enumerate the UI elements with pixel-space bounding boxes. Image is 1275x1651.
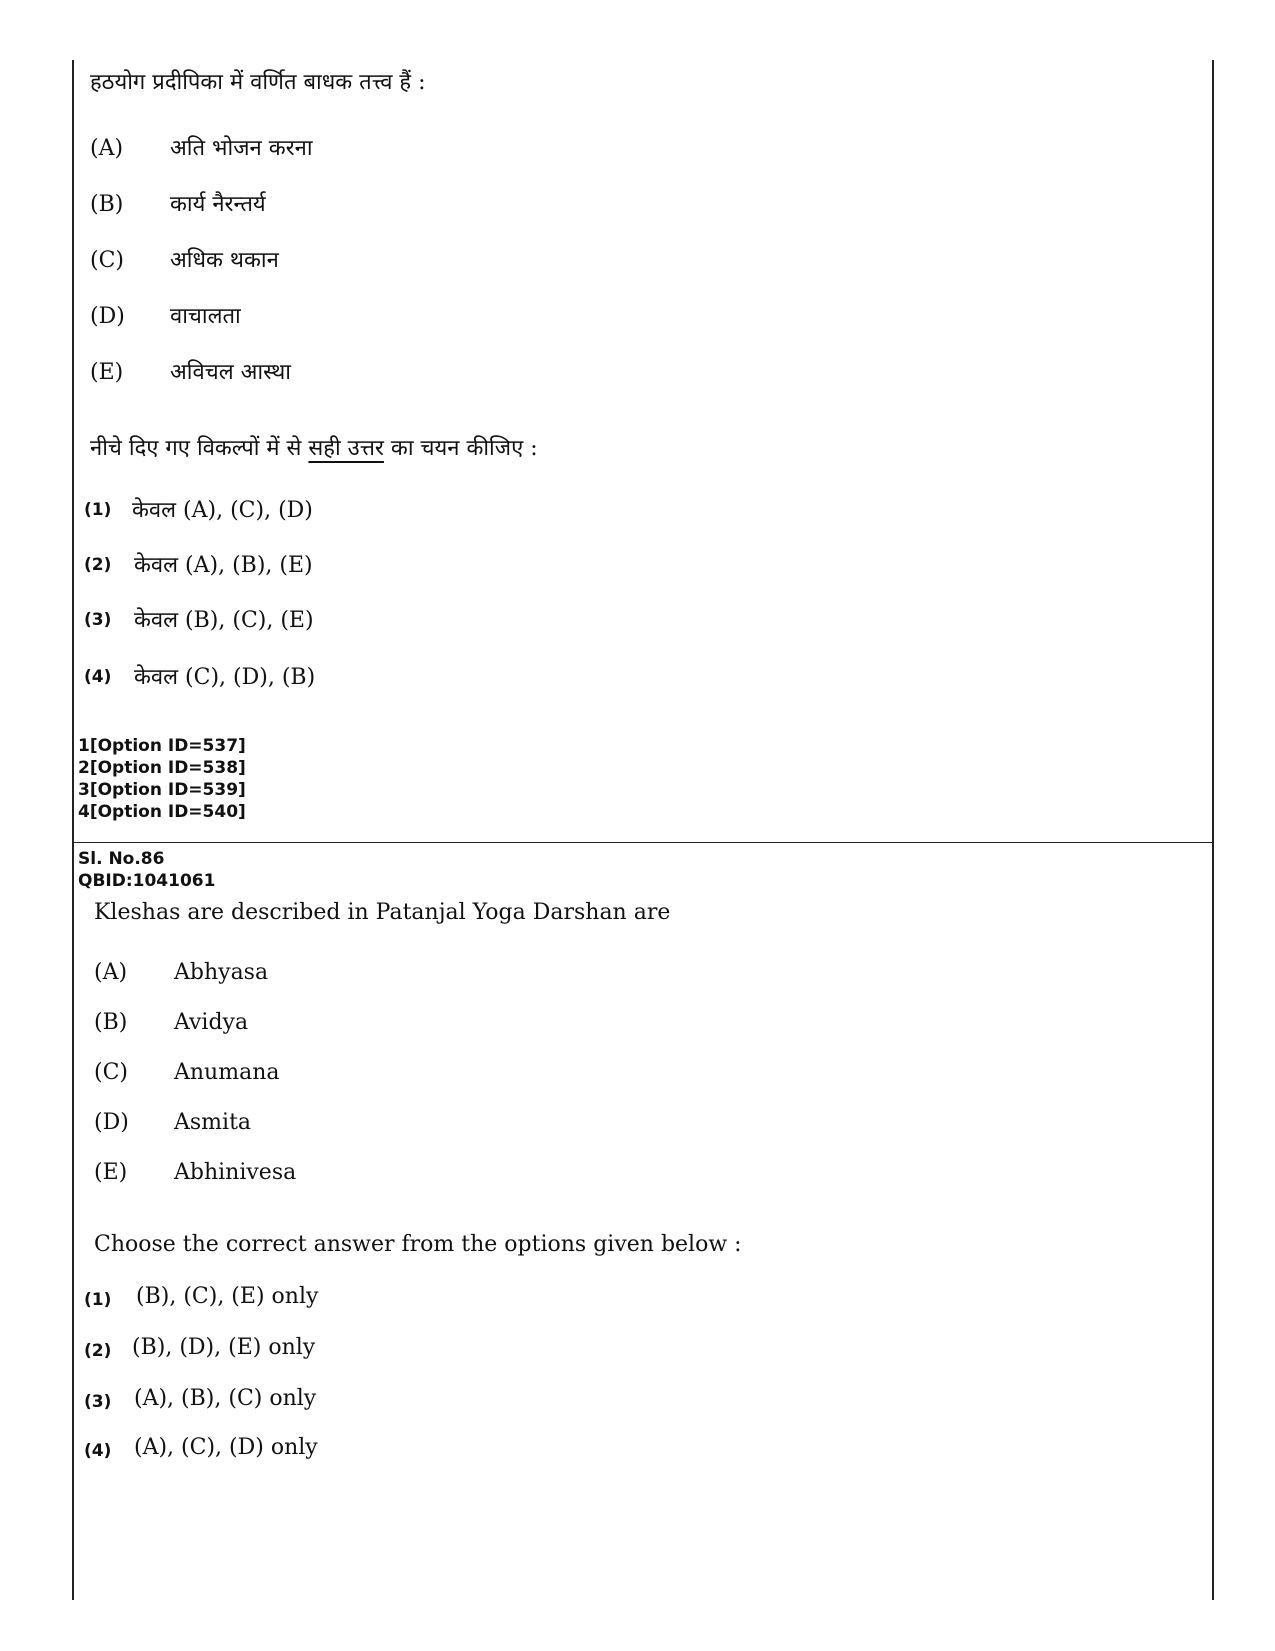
statement-b-label: (B) <box>90 192 124 217</box>
option-85-3-number: (3) <box>84 610 112 630</box>
statement-e-label: (E) <box>90 360 124 385</box>
statement-c-text: अधिक थकान <box>170 248 279 273</box>
instruction-86: Choose the correct answer from the options given below : <box>94 1232 742 1257</box>
question-85-text: हठयोग प्रदीपिका में वर्णित बाधक तत्त्व हैं : <box>90 70 426 95</box>
option-86-3-text: (A), (B), (C) only <box>134 1386 317 1411</box>
question-divider <box>72 842 1212 843</box>
statement-86-a-label: (A) <box>94 960 128 985</box>
option-86-3-number: (3) <box>84 1392 112 1412</box>
question-86-text: Kleshas are described in Patanjal Yoga Darshan are <box>94 900 671 925</box>
option-85-1-text: केवल (A), (C), (D) <box>132 498 313 523</box>
option-85-4-text: केवल (C), (D), (B) <box>134 665 316 690</box>
option-id-4: 4[Option ID=540] <box>78 802 246 822</box>
statement-86-d-text: Asmita <box>174 1110 252 1135</box>
statement-86-c-text: Anumana <box>174 1060 280 1085</box>
option-id-2: 2[Option ID=538] <box>78 758 246 778</box>
option-86-2-number: (2) <box>84 1341 112 1361</box>
statement-a-label: (A) <box>90 136 124 161</box>
option-85-2-number: (2) <box>84 555 112 575</box>
statement-86-c-label: (C) <box>94 1060 128 1085</box>
statement-86-b-text: Avidya <box>174 1010 249 1035</box>
option-id-3: 3[Option ID=539] <box>78 780 246 800</box>
statement-c-label: (C) <box>90 248 124 273</box>
statement-d-label: (D) <box>90 304 125 329</box>
option-86-1-number: (1) <box>84 1290 112 1310</box>
option-id-1: 1[Option ID=537] <box>78 736 246 756</box>
option-86-4-number: (4) <box>84 1441 112 1461</box>
instruction-85-post: का चयन कीजिए : <box>383 436 538 461</box>
statement-a-text: अति भोजन करना <box>170 136 313 161</box>
statement-86-e-label: (E) <box>94 1160 128 1185</box>
option-85-4-number: (4) <box>84 667 112 687</box>
qbid: QBID:1041061 <box>78 871 216 891</box>
instruction-85 <box>90 432 538 462</box>
statement-86-e-text: Abhinivesa <box>174 1160 297 1185</box>
option-86-4-text: (A), (C), (D) only <box>134 1435 318 1460</box>
option-85-1-number: (1) <box>84 500 112 520</box>
page-frame <box>72 60 1214 1600</box>
option-86-2-text: (B), (D), (E) only <box>132 1335 316 1360</box>
option-85-2-text: केवल (A), (B), (E) <box>134 553 313 578</box>
instruction-85-underlined: सही उत्तर <box>308 436 384 461</box>
statement-b-text: कार्य नैरन्तर्य <box>170 192 266 217</box>
option-85-3-text: केवल (B), (C), (E) <box>134 608 314 633</box>
instruction-85-pre: नीचे दिए गए विकल्पों में से <box>90 436 309 461</box>
statement-e-text: अविचल आस्था <box>170 360 291 385</box>
statement-86-b-label: (B) <box>94 1010 128 1035</box>
statement-d-text: वाचालता <box>170 304 241 329</box>
serial-number: Sl. No.86 <box>78 849 165 869</box>
statement-86-d-label: (D) <box>94 1110 129 1135</box>
option-86-1-text: (B), (C), (E) only <box>136 1284 319 1309</box>
statement-86-a-text: Abhyasa <box>174 960 269 985</box>
